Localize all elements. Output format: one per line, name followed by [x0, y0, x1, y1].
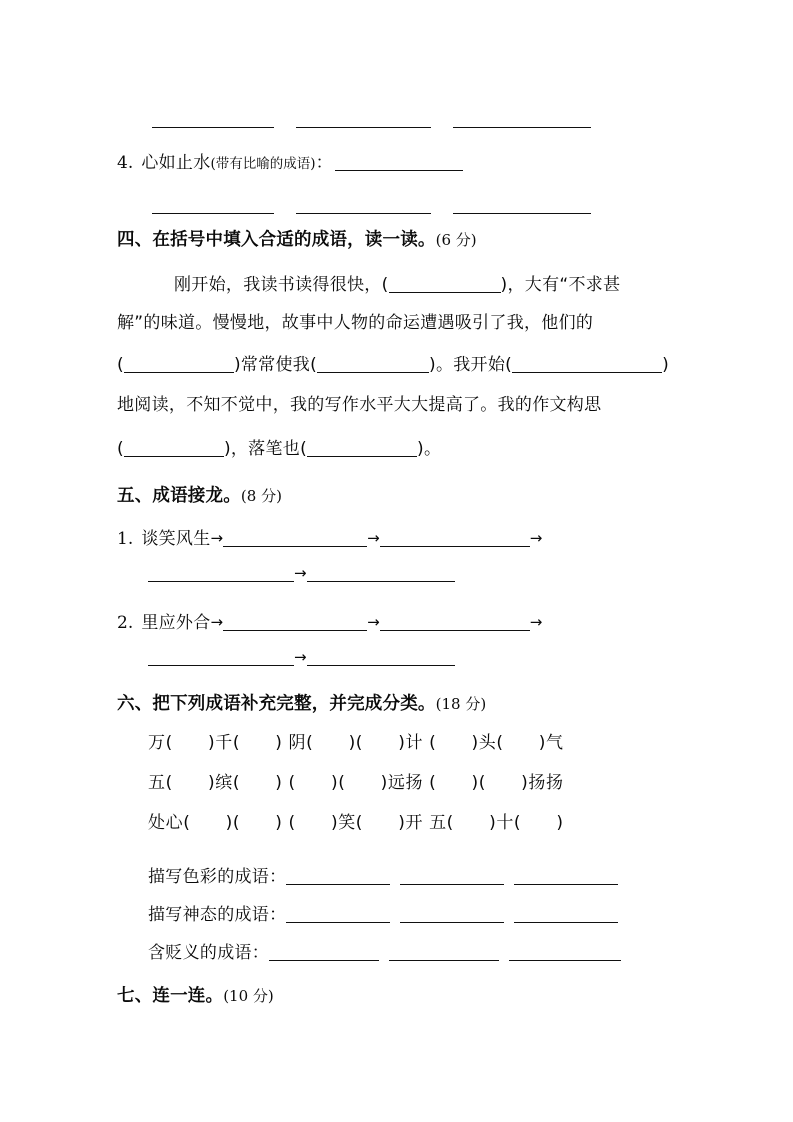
section-7-title: 七、连一连。 [117, 986, 224, 1006]
item-number: 1 [117, 529, 128, 549]
chain-blank[interactable] [148, 650, 294, 666]
answer-blank[interactable] [152, 112, 274, 128]
section-6-points: (18 分) [435, 695, 487, 713]
answer-blank[interactable] [152, 198, 274, 214]
item-number: 2 [117, 613, 128, 633]
section-5-item-2-line-1 [117, 608, 542, 633]
section-4-passage-line-5 [117, 434, 441, 459]
category-blank[interactable] [514, 907, 618, 923]
section-4-passage-line-3 [117, 350, 669, 375]
chain-blank[interactable] [380, 531, 530, 547]
arrow-icon: → [210, 529, 224, 547]
chain-blank[interactable] [307, 650, 455, 666]
passage-text: 解”的味道。慢慢地，故事中人物的命运遭遇吸引了我，他们的 [117, 313, 594, 333]
section-4-passage-line-1 [174, 270, 620, 295]
question-4-number: 4 [117, 153, 128, 173]
item-dot: . [127, 613, 134, 633]
arrow-icon: → [210, 613, 224, 631]
passage-blank[interactable] [307, 441, 417, 457]
section-6-category-2 [148, 900, 618, 925]
arrow-icon: → [367, 529, 380, 547]
passage-text: ( [117, 439, 124, 459]
answer-blanks-row-top [152, 110, 591, 129]
answer-blank[interactable] [453, 112, 591, 128]
chain-blank[interactable] [307, 566, 455, 582]
arrow-icon: → [294, 648, 307, 666]
answer-blank[interactable] [453, 198, 591, 214]
passage-blank[interactable] [124, 357, 234, 373]
section-5-heading [117, 482, 282, 507]
passage-text: )。我开始( [429, 355, 513, 375]
section-4-passage-line-2 [117, 308, 593, 333]
section-6-category-1 [148, 862, 618, 887]
passage-text: )，落笔也( [223, 439, 308, 459]
chain-blank[interactable] [223, 531, 367, 547]
category-blank[interactable] [400, 907, 504, 923]
section-6-heading [117, 690, 486, 715]
passage-text: 刚开始，我读书读得很快，( [174, 275, 389, 295]
answer-blank[interactable] [296, 198, 431, 214]
passage-blank[interactable] [389, 277, 501, 293]
arrow-icon: → [529, 529, 543, 547]
section-6-category-3 [148, 938, 621, 963]
section-4-points: (6 分) [435, 231, 477, 249]
category-blank[interactable] [286, 869, 390, 885]
question-4-dot: . [127, 153, 134, 173]
idiom-fill-row: 五( )缤( ) ( )( )远扬 ( )( )扬扬 [148, 773, 564, 793]
question-4-hint: (带有比喻的成语) [210, 156, 316, 172]
arrow-icon: → [529, 613, 543, 631]
category-label: 描写神态的成语： [148, 905, 287, 925]
passage-blank[interactable] [317, 357, 429, 373]
section-5-item-2-line-2 [148, 648, 455, 667]
question-4-idiom: 心如止水 [141, 153, 211, 173]
answer-blanks-row-second [152, 196, 591, 215]
section-7-heading [117, 982, 274, 1007]
idiom-fill-row: 处心( )( ) ( )笑( )开 五( )十( ) [148, 813, 564, 833]
passage-text: ( [117, 355, 124, 375]
passage-text: ) [662, 355, 670, 375]
section-4-passage-line-4 [117, 390, 601, 415]
passage-text: )，大有“不求甚 [500, 275, 621, 295]
passage-blank[interactable] [512, 357, 662, 373]
chain-start-idiom: 里应外合 [141, 613, 211, 633]
section-6-grid-row-3[interactable] [148, 808, 564, 833]
category-blank[interactable] [389, 945, 499, 961]
category-blank[interactable] [286, 907, 390, 923]
question-4-answer-blank[interactable] [335, 155, 463, 171]
section-6-title: 六、把下列成语补充完整，并完成分类。 [117, 694, 436, 714]
category-blank[interactable] [400, 869, 504, 885]
arrow-icon: → [294, 564, 307, 582]
section-5-item-1-line-2 [148, 564, 455, 583]
passage-text: )。 [417, 439, 442, 459]
section-7-points: (10 分) [223, 987, 274, 1005]
category-blank[interactable] [514, 869, 618, 885]
passage-blank[interactable] [124, 441, 224, 457]
chain-blank[interactable] [148, 566, 294, 582]
category-label: 含贬义的成语： [148, 943, 270, 963]
section-6-grid-row-1[interactable] [148, 728, 564, 753]
chain-blank[interactable] [223, 615, 367, 631]
section-4-title: 四、在括号中填入合适的成语，读一读。 [117, 230, 436, 250]
section-6-grid-row-2[interactable] [148, 768, 564, 793]
section-5-points: (8 分) [240, 487, 282, 505]
chain-blank[interactable] [380, 615, 530, 631]
arrow-icon: → [367, 613, 380, 631]
section-5-item-1-line-1 [117, 524, 542, 549]
category-label: 描写色彩的成语： [148, 867, 287, 887]
answer-blank[interactable] [296, 112, 431, 128]
category-blank[interactable] [509, 945, 621, 961]
section-4-heading [117, 226, 477, 251]
passage-text: 地阅读，不知不觉中，我的写作水平大大提高了。我的作文构思 [117, 395, 602, 415]
question-4-colon: ： [315, 153, 333, 173]
idiom-fill-row: 万( )千( ) 阴( )( )计 ( )头( )气 [148, 733, 564, 753]
question-4 [117, 148, 463, 173]
chain-start-idiom: 谈笑风生 [141, 529, 211, 549]
section-5-title: 五、成语接龙。 [117, 486, 241, 506]
passage-text: )常常使我( [233, 355, 318, 375]
category-blank[interactable] [269, 945, 379, 961]
item-dot: . [127, 529, 134, 549]
